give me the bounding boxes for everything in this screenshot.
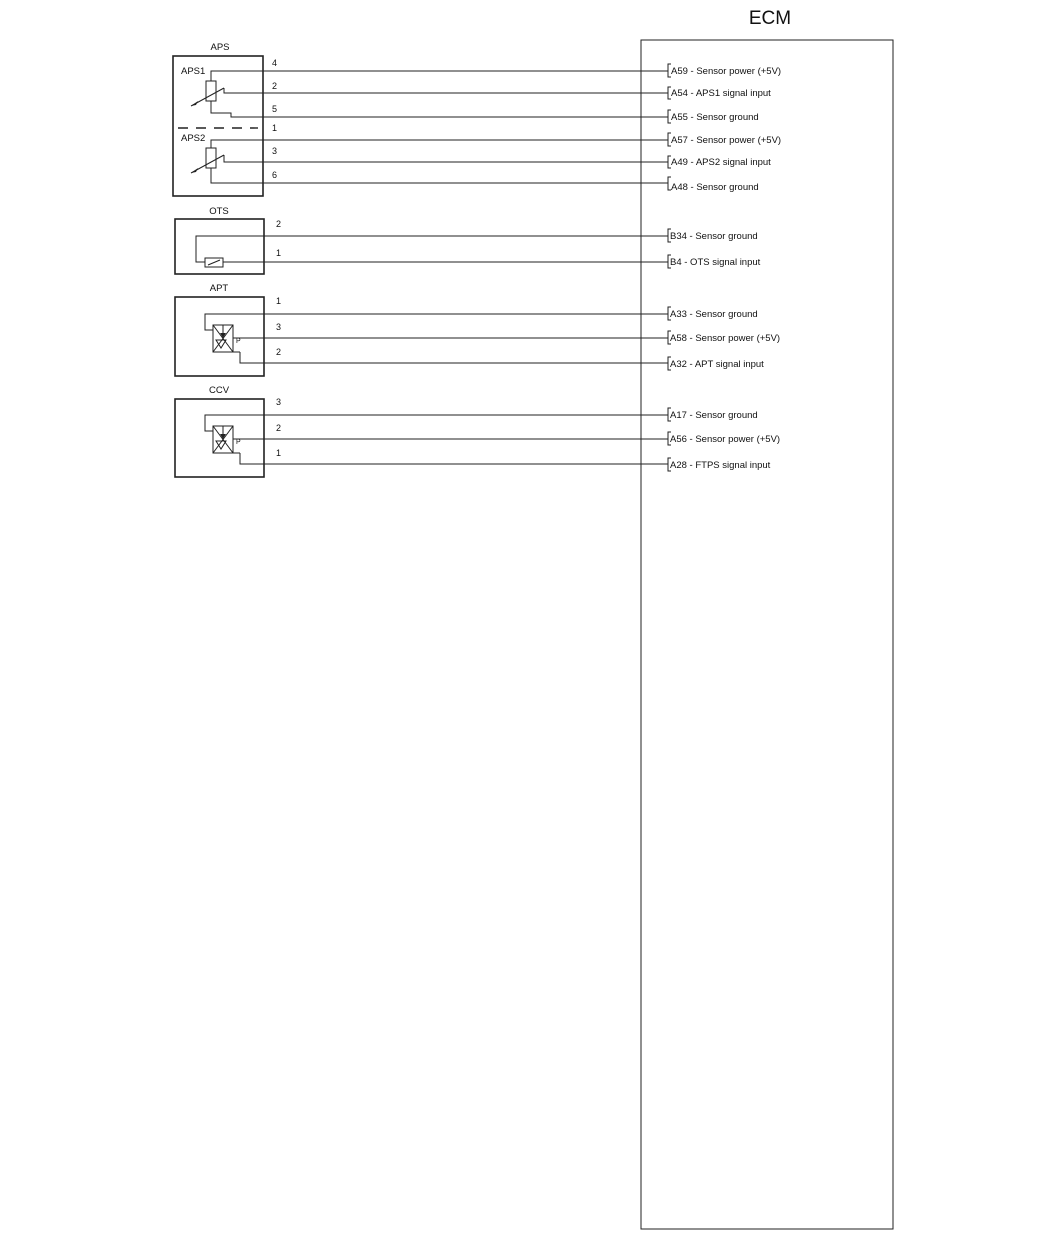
aps-pin: 3 [272, 146, 278, 156]
ots-component [175, 206, 761, 274]
aps-terminal-label: A48 - Sensor ground [671, 182, 759, 193]
aps-terminal-label: A57 - Sensor power (+5V) [671, 135, 782, 146]
ots-thermistor-icon [205, 258, 223, 267]
aps-internal-wire-6 [211, 168, 274, 183]
ccv-pin: 1 [276, 448, 282, 458]
ots-terminal-label: B34 - Sensor ground [670, 231, 758, 242]
apt-internal-wire-2 [240, 352, 264, 363]
ccv-internal-wire-3 [205, 415, 264, 431]
apt-pin: 3 [276, 322, 282, 332]
ccv-sensor-mark: P [236, 439, 241, 446]
aps-internal-wire-2 [224, 88, 274, 93]
aps-internal-wire-1 [211, 140, 274, 148]
ots-pin: 2 [276, 219, 282, 229]
aps-component [173, 42, 781, 196]
apt-sensor-mark: P [236, 338, 241, 345]
ccv-internal-wire-1 [240, 453, 264, 464]
ccv-title: CCV [208, 385, 230, 396]
aps-terminal-label: A49 - APS2 signal input [671, 157, 771, 168]
aps-terminal-label: A55 - Sensor ground [671, 112, 759, 123]
ccv-pin: 3 [276, 397, 282, 407]
apt-pin: 1 [276, 296, 282, 306]
aps-internal-wire-3 [224, 155, 274, 162]
apt-internal-wire-1 [205, 314, 264, 330]
ccv-terminal-label: A28 - FTPS signal input [670, 460, 771, 471]
aps-pin: 4 [272, 58, 278, 68]
aps-pin: 6 [272, 170, 278, 180]
ccv-pin: 2 [276, 423, 282, 433]
aps-pin: 2 [272, 81, 278, 91]
aps-box [173, 56, 263, 196]
aps-pin: 5 [272, 104, 278, 114]
ccv-terminal-label: A56 - Sensor power (+5V) [670, 434, 781, 445]
aps-internal-wire-5 [211, 101, 274, 117]
ccv-box [175, 399, 264, 477]
apt-terminal-label: A58 - Sensor power (+5V) [670, 333, 781, 344]
aps1-label: APS1 [181, 66, 206, 77]
ccv-terminal-label: A17 - Sensor ground [670, 410, 758, 421]
ots-pin: 1 [276, 248, 282, 258]
apt-terminal-label: A32 - APT signal input [670, 359, 764, 370]
apt-box [175, 297, 264, 376]
ots-terminal-label: B4 - OTS signal input [670, 257, 761, 268]
aps1-potentiometer-icon [191, 81, 224, 106]
aps2-label: APS2 [181, 133, 206, 144]
aps-terminal-label: A54 - APS1 signal input [671, 88, 771, 99]
aps2-potentiometer-icon [191, 148, 224, 173]
ots-title: OTS [209, 206, 229, 217]
aps-internal-wire-4 [211, 71, 274, 81]
aps-terminal-label: A59 - Sensor power (+5V) [671, 66, 782, 77]
apt-pin: 2 [276, 347, 282, 357]
aps-title: APS [210, 42, 230, 53]
apt-component [175, 283, 780, 376]
aps-pin: 1 [272, 123, 278, 133]
apt-terminal-label: A33 - Sensor ground [670, 309, 758, 320]
ots-box [175, 219, 264, 274]
ccv-component [175, 385, 780, 477]
apt-title: APT [209, 283, 229, 294]
ecm-outline [641, 40, 893, 1229]
ecm-title: ECM [748, 8, 792, 29]
